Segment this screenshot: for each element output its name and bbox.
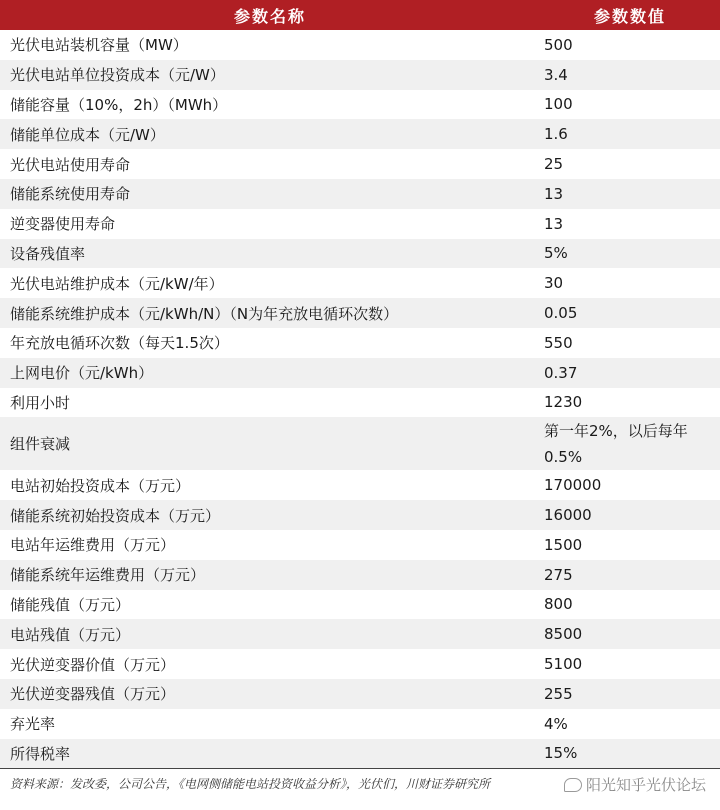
table-row [0, 179, 720, 209]
param-value: 500 [544, 35, 573, 54]
param-name: 光伏电站维护成本（元/kW/年） [10, 274, 224, 293]
param-name: 逆变器使用寿命 [10, 215, 116, 234]
param-value [540, 418, 720, 470]
param-name: 光伏逆变器价值（万元） [10, 655, 176, 674]
param-value: 4% [544, 714, 568, 733]
param-value: 13 [544, 214, 564, 233]
param-value: 550 [544, 333, 573, 352]
table-row [0, 119, 720, 149]
param-value: 255 [544, 684, 573, 703]
param-value-line1: 第一年2%，以后每年 [544, 421, 688, 440]
param-value: 15% [544, 744, 578, 763]
param-value: 5% [544, 244, 568, 263]
param-name: 光伏电站单位投资成本（元/W） [10, 66, 225, 85]
param-name: 电站残值（万元） [10, 625, 131, 644]
param-value: 1230 [544, 393, 583, 412]
header-parameter-name: 参数名称 [233, 6, 306, 26]
param-name: 储能容量（10%，2h）（MWh） [10, 95, 228, 114]
param-name: 光伏逆变器残值（万元） [10, 685, 176, 704]
param-value: 16000 [544, 506, 592, 525]
param-name: 光伏电站装机容量（MW） [10, 36, 188, 55]
param-value: 800 [544, 595, 573, 614]
table-row [0, 149, 720, 179]
param-value: 5100 [544, 655, 583, 674]
table-row [0, 709, 720, 739]
table-row [0, 679, 720, 709]
param-value: 100 [544, 95, 573, 114]
param-name: 光伏电站使用寿命 [10, 155, 131, 174]
param-value: 30 [544, 274, 564, 293]
param-name: 设备残值率 [10, 244, 86, 263]
param-name: 年充放电循环次数（每天1.5次） [10, 334, 229, 353]
chat-bubble-icon [564, 778, 582, 792]
param-name: 储能单位成本（元/W） [10, 125, 165, 144]
param-value: 0.37 [544, 363, 578, 382]
param-value: 1500 [544, 535, 583, 554]
table-row [0, 60, 720, 90]
param-name: 利用小时 [10, 393, 71, 412]
table-row [0, 619, 720, 649]
table-row [0, 239, 720, 269]
table-row [0, 590, 720, 620]
table-row [0, 500, 720, 530]
table-row [0, 649, 720, 679]
header-parameter-value: 参数数值 [593, 6, 666, 26]
param-name: 弃光率 [10, 715, 56, 734]
table-row [0, 560, 720, 590]
param-value: 170000 [544, 476, 602, 495]
watermark [560, 774, 706, 795]
table-row [0, 90, 720, 120]
param-value: 13 [544, 184, 564, 203]
param-value: 275 [544, 565, 573, 584]
param-value: 8500 [544, 625, 583, 644]
table-header [0, 0, 720, 30]
table-row [0, 417, 720, 470]
param-name: 储能系统使用寿命 [10, 185, 131, 204]
table-row [0, 328, 720, 358]
param-name: 所得税率 [10, 744, 71, 763]
table-row [0, 470, 720, 500]
table-row [0, 268, 720, 298]
param-name: 储能系统初始投资成本（万元） [10, 506, 221, 525]
watermark-text: 阳光知乎光伏论坛 [585, 776, 706, 795]
param-name: 储能系统维护成本（元/kWh/N）（N为年充放电循环次数） [10, 304, 399, 323]
table-row [0, 739, 720, 769]
source-text: 资料来源：发改委，公司公告，《电网侧储能电站投资收益分析》，光伏们，川财证券研究所 [10, 777, 491, 792]
param-name: 电站年运维费用（万元） [10, 536, 176, 555]
source-note [0, 768, 720, 798]
table-row [0, 358, 720, 388]
param-value: 25 [544, 155, 564, 174]
param-value: 1.6 [544, 125, 568, 144]
param-name: 储能残值（万元） [10, 595, 131, 614]
param-name: 电站初始投资成本（万元） [10, 476, 191, 495]
table-row [0, 30, 720, 60]
param-name: 储能系统年运维费用（万元） [10, 566, 206, 585]
param-name: 上网电价（元/kWh） [10, 364, 154, 383]
table-row [0, 530, 720, 560]
table-row [0, 209, 720, 239]
table-row [0, 298, 720, 328]
table-row [0, 388, 720, 418]
param-name: 组件衰减 [10, 435, 71, 454]
param-value: 3.4 [544, 65, 568, 84]
param-value: 0.05 [544, 304, 578, 323]
param-value-line2: 0.5% [544, 447, 583, 466]
